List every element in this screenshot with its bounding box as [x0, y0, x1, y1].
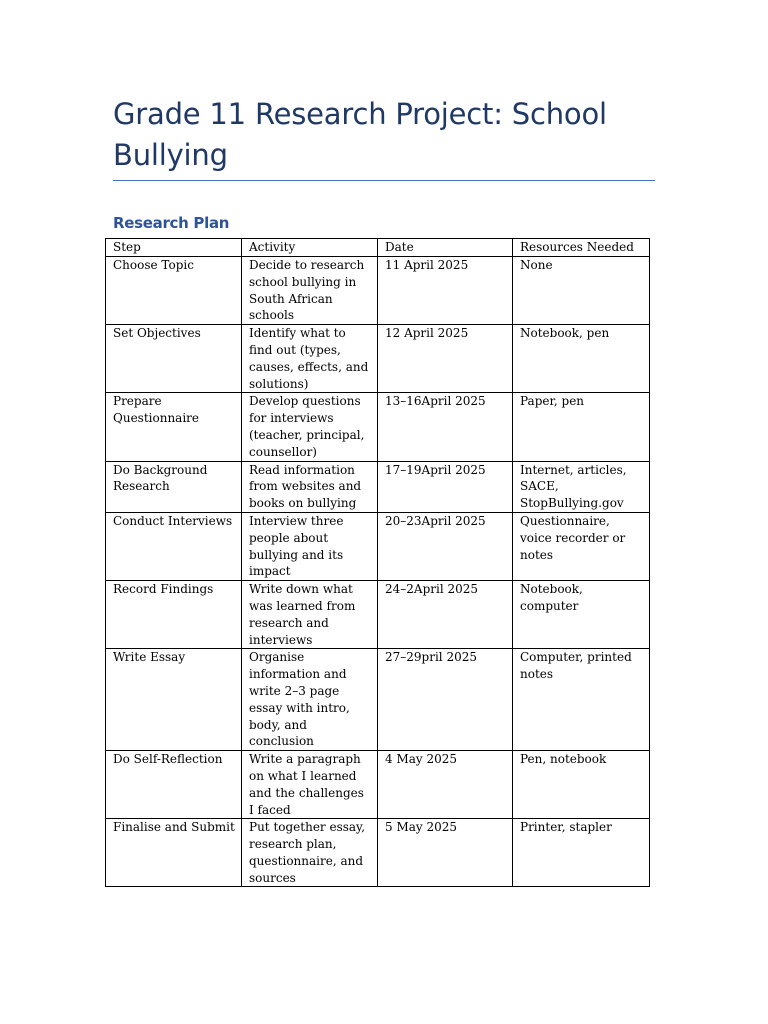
table-header-row — [106, 239, 650, 257]
table-row — [106, 581, 650, 649]
activity-cell: Put together essay, research plan, questionnaire, and sources — [242, 819, 378, 887]
activity-cell: Decide to research school bullying in South African schools — [242, 257, 378, 325]
column-header-resources: Resources Needed — [513, 239, 650, 257]
activity-cell: Write a paragraph on what I learned and the challenges I faced — [242, 751, 378, 819]
activity-cell: Interview three people about bullying and its impact — [242, 512, 378, 580]
resources-cell: Printer, stapler — [513, 819, 650, 887]
activity-cell: Identify what to find out (types, causes, effects, and solutions) — [242, 325, 378, 393]
resources-cell: Paper, pen — [513, 393, 650, 461]
step-cell: Record Findings — [106, 581, 242, 649]
date-cell: 24–2April 2025 — [378, 581, 513, 649]
resources-cell: Pen, notebook — [513, 751, 650, 819]
date-cell: 5 May 2025 — [378, 819, 513, 887]
resources-cell: Notebook, pen — [513, 325, 650, 393]
date-cell: 11 April 2025 — [378, 257, 513, 325]
step-cell: Prepare Questionnaire — [106, 393, 242, 461]
date-cell: 17–19April 2025 — [378, 461, 513, 512]
resources-cell: Internet, articles, SACE, StopBullying.gov — [513, 461, 650, 512]
activity-cell: Write down what was learned from research and interviews — [242, 581, 378, 649]
table-row — [106, 257, 650, 325]
activity-cell: Organise information and write 2–3 page essay with intro, body, and conclusion — [242, 649, 378, 751]
date-cell: 27–29pril 2025 — [378, 649, 513, 751]
table-row — [106, 512, 650, 580]
table-row — [106, 819, 650, 887]
activity-cell: Read information from websites and books on bullying — [242, 461, 378, 512]
date-cell: 4 May 2025 — [378, 751, 513, 819]
column-header-date: Date — [378, 239, 513, 257]
table-row — [106, 461, 650, 512]
step-cell: Choose Topic — [106, 257, 242, 325]
step-cell: Do Background Research — [106, 461, 242, 512]
activity-cell: Develop questions for interviews (teacher, principal, counsellor) — [242, 393, 378, 461]
step-cell: Set Objectives — [106, 325, 242, 393]
document-title: Grade 11 Research Project: School Bullying — [113, 97, 607, 172]
research-plan-table — [105, 238, 650, 887]
date-cell: 20–23April 2025 — [378, 512, 513, 580]
column-header-step: Step — [106, 239, 242, 257]
title-underline-rule — [113, 180, 655, 181]
step-cell: Write Essay — [106, 649, 242, 751]
column-header-activity: Activity — [242, 239, 378, 257]
step-cell: Do Self-Reflection — [106, 751, 242, 819]
step-cell: Finalise and Submit — [106, 819, 242, 887]
resources-cell: None — [513, 257, 650, 325]
resources-cell: Questionnaire, voice recorder or notes — [513, 512, 650, 580]
table-row — [106, 751, 650, 819]
table-row — [106, 649, 650, 751]
step-cell: Conduct Interviews — [106, 512, 242, 580]
section-heading-research-plan: Research Plan — [113, 214, 230, 232]
date-cell: 12 April 2025 — [378, 325, 513, 393]
table-row — [106, 393, 650, 461]
resources-cell: Notebook, computer — [513, 581, 650, 649]
date-cell: 13–16April 2025 — [378, 393, 513, 461]
table-row — [106, 325, 650, 393]
resources-cell: Computer, printed notes — [513, 649, 650, 751]
